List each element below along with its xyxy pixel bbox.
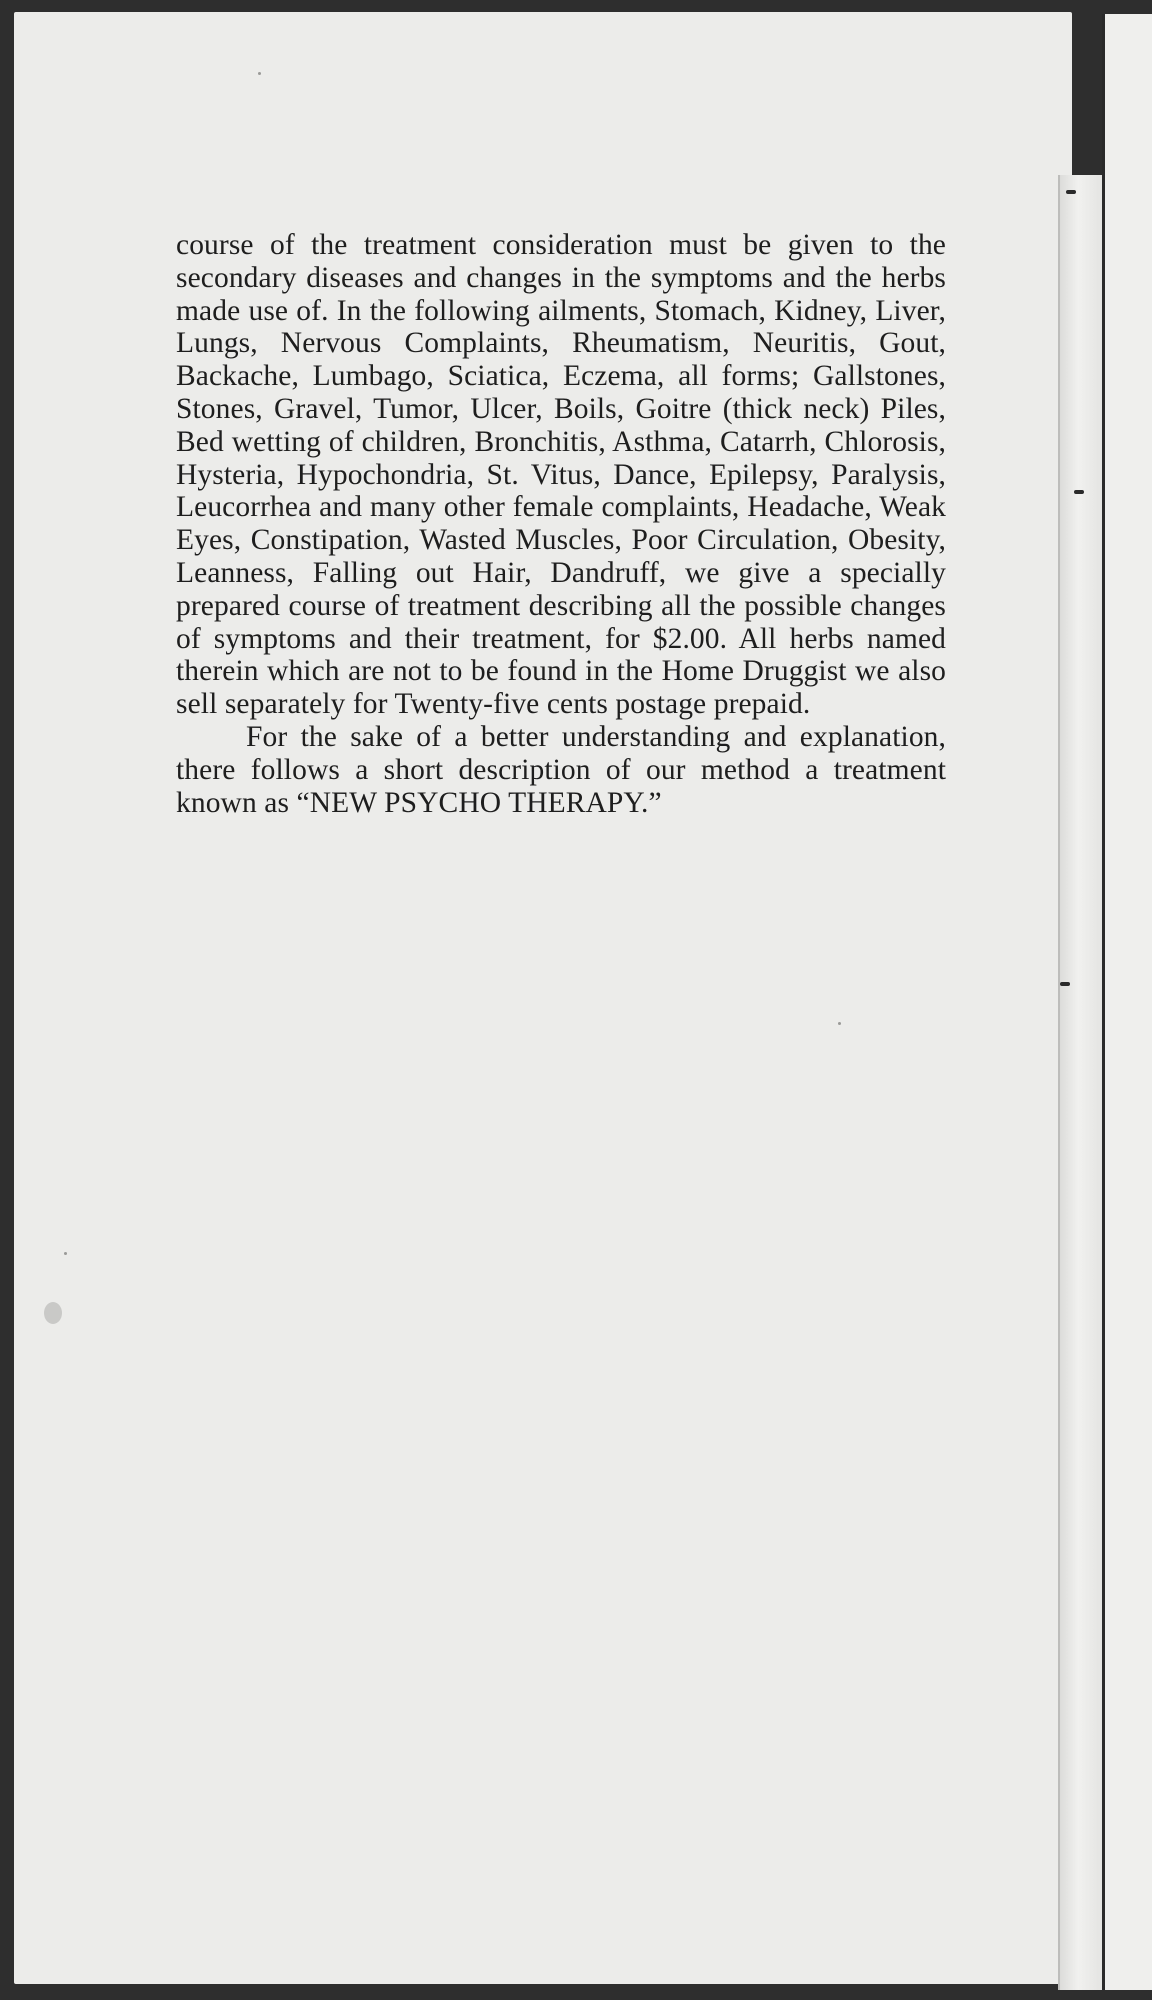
adjacent-page-edge [1102, 14, 1152, 1990]
body-text [176, 229, 946, 819]
paper-speck [258, 72, 261, 75]
paper-speck [64, 1252, 67, 1255]
paragraph-ailments: course of the treatment consideration must be given to the secondary diseases and changes in the symptoms and the herbs made use of. In the following ailments, Stomach, Kidney, Liver, Lungs, Nervous Complaints, Rheumatism, Neuritis, Gout, Backache, Lumbago, Sciatica, Eczema, all forms; Gallstones, Stones, Gravel, Tumor, Ulcer, Boils, Goitre (thick neck) Piles, Bed wetting of children, Bronchitis, Asthma, Catarrh, Chlorosis, Hysteria, Hypochondria, St. Vitus, Dance, Epilepsy, Paralysis, Leucorrhea and many other female complaints, Headache, Weak Eyes, Constipation, Wasted Muscles, Poor Circulation, Obesity, Leanness, Falling out Hair, Dandruff, we give a specially prepared course of treatment describing all the possible changes of symptoms and their treatment, for $2.00. All herbs named therein which are not to be found in the Home Druggist we also sell separately for Twenty-five cents postage prepaid. [176, 229, 946, 721]
binding-mark [1074, 490, 1084, 494]
page-edge [1058, 175, 1106, 1990]
book-page [14, 12, 1072, 1984]
binding-mark [1066, 190, 1076, 194]
paper-stain [44, 1302, 62, 1324]
paper-speck [838, 1022, 841, 1025]
binding-mark [1060, 982, 1070, 986]
paragraph-psycho-therapy: For the sake of a better understanding and explanation, there follows a short description of our method a treatment known as “NEW PSYCHO THERAPY.” [176, 720, 946, 819]
